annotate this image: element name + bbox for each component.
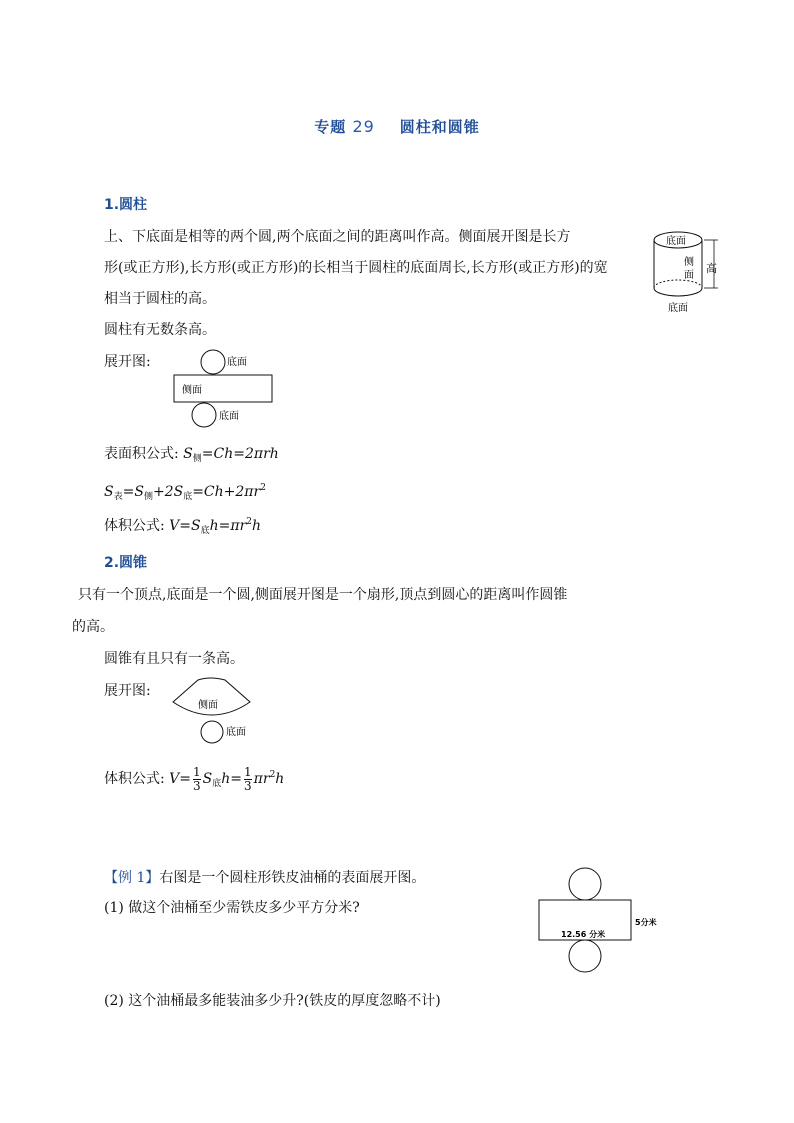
example-question-2: (2) 这个油桶最多能装油多少升?(铁皮的厚度忽略不计) — [104, 993, 441, 1009]
lateral-area-formula: $S_侧=Ch=2\pi rh$ — [183, 446, 279, 464]
example-tag: 【例 1】 — [104, 870, 160, 886]
cone-net-figure — [168, 676, 268, 748]
example-bottom-circle — [569, 940, 601, 972]
cylinder-infinite-heights: 圆柱有无数条高。 — [104, 322, 216, 338]
surface-label: 表面积公式: — [104, 446, 179, 462]
example-length-label: 12.56 分米 — [561, 930, 606, 939]
cylinder-volume-formula — [104, 511, 261, 542]
net-side-label: 侧面 — [182, 385, 202, 396]
cone-side-label: 侧面 — [198, 700, 218, 711]
example-intro-line — [104, 867, 425, 889]
surface-formula-line1 — [104, 443, 279, 470]
total-area-formula: $S_表=S_侧+2S_底=Ch+2\pi r^2$ — [104, 483, 266, 502]
cylinder-figure — [648, 226, 722, 318]
section-heading-cylinder: 1.圆柱 — [104, 197, 148, 213]
title-text: 圆柱和圆锥 — [399, 118, 480, 136]
example-net-figure — [535, 866, 675, 978]
surface-formula-line2 — [104, 477, 266, 508]
section-heading-cone: 2.圆锥 — [104, 555, 148, 571]
net-top-circle — [201, 350, 225, 374]
example-height-label: 5分米 — [635, 918, 657, 927]
cylinder-para-line2: 形(或正方形),长方形(或正方形)的长相当于圆柱的底面周长,长方形(或正方形)的宽 — [104, 260, 608, 276]
cylinder-net-figure — [170, 348, 280, 430]
cone-volume-expression: V= $\frac{1}{3}$ $S_底h=$ $\frac{1}{3}$ $\pi r^2h$ — [169, 764, 285, 793]
cylinder-top-label: 底面 — [666, 236, 686, 247]
cone-base-label: 底面 — [226, 727, 246, 738]
title-number: 29 — [352, 117, 375, 136]
title-prefix: 专题 — [314, 118, 347, 136]
example-question-1: (1) 做这个油桶至少需铁皮多少平方分米? — [104, 900, 360, 916]
cone-base-circle — [201, 721, 223, 743]
cylinder-height-label: 高 — [706, 262, 717, 275]
cone-net-label: 展开图: — [104, 683, 151, 699]
cylinder-side-label-1: 侧 — [684, 257, 694, 268]
cone-volume-label: 体积公式: — [104, 771, 165, 787]
cylinder-volume-expression: $V=S_底h=\pi r^2h$ — [169, 517, 262, 536]
cone-one-height: 圆锥有且只有一条高。 — [104, 651, 244, 667]
cylinder-side-label-2: 面 — [684, 270, 694, 281]
example-intro: 右图是一个圆柱形铁皮油桶的表面展开图。 — [159, 870, 426, 886]
cone-para-line2: 的高。 — [72, 619, 114, 635]
page-title — [0, 116, 794, 137]
cylinder-volume-label: 体积公式: — [104, 518, 165, 534]
cylinder-bottom-label: 底面 — [668, 303, 688, 314]
net-top-label: 底面 — [227, 357, 247, 368]
cylinder-para-line3: 相当于圆柱的高。 — [104, 291, 216, 307]
cone-volume-formula — [104, 764, 284, 795]
net-bottom-label: 底面 — [219, 411, 239, 422]
cylinder-net-label: 展开图: — [104, 354, 151, 370]
net-bottom-circle — [192, 403, 216, 427]
cone-para-line1: 只有一个顶点,底面是一个圆,侧面展开图是一个扇形,顶点到圆心的距离叫作圆锥 — [78, 587, 568, 603]
cylinder-para-line1: 上、下底面是相等的两个圆,两个底面之间的距离叫作高。侧面展开图是长方 — [104, 229, 571, 245]
example-top-circle — [569, 868, 601, 900]
